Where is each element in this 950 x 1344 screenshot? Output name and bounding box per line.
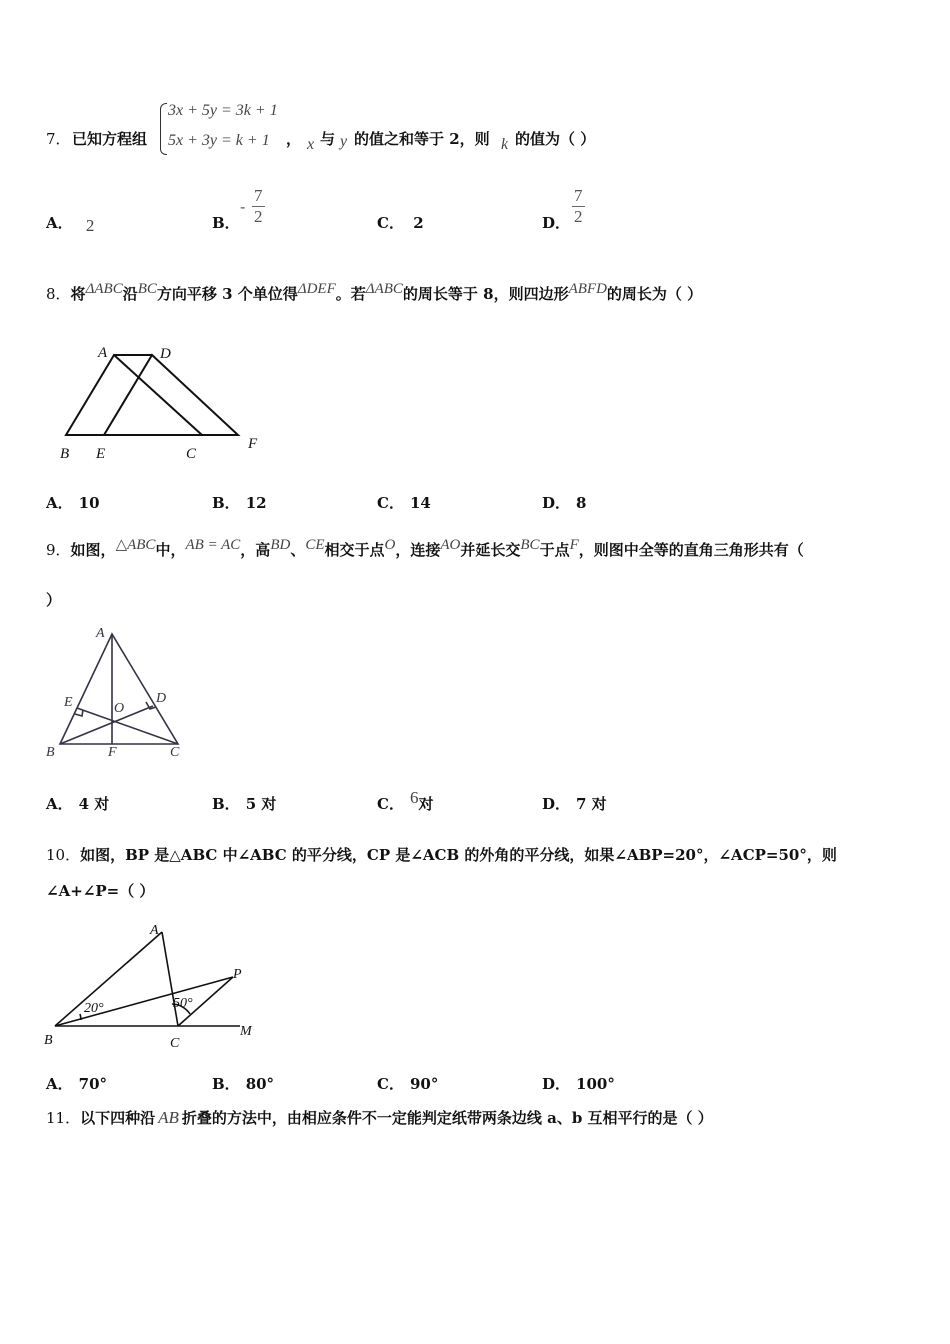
math: △ABC [115, 537, 156, 553]
option-b[interactable] [212, 212, 240, 233]
label-b: B [44, 1033, 53, 1048]
option-label: A． [46, 214, 73, 232]
option-label: B． [212, 1075, 240, 1093]
equation-2: 5x + 3y = k + 1 [168, 132, 270, 149]
label-c: C [186, 446, 197, 462]
math: ΔABC [365, 281, 403, 297]
option-value: 70° [78, 1075, 108, 1093]
text: 如图，BP 是△ABC 中∠ABC 的平分线，CP 是∠ACB 的外角的平分线，如果∠ABP=20°，∠ACP=50°，则 [80, 846, 837, 864]
label-c: C [170, 1036, 180, 1051]
figure-translated-triangles [44, 340, 274, 470]
option-label: D． [542, 494, 571, 512]
option-c[interactable] [377, 212, 424, 233]
fraction-denominator: 2 [254, 207, 263, 226]
label-a: A [150, 923, 159, 938]
option-value: 5 对 [245, 795, 277, 813]
math: ABFD [568, 281, 607, 297]
option-c[interactable] [377, 492, 431, 513]
label-o: O [114, 701, 125, 716]
label-f: F [248, 436, 258, 452]
text: 并延长交 [460, 541, 521, 559]
var-y: y [340, 133, 348, 150]
option-b[interactable] [212, 492, 267, 513]
label-d: D [160, 346, 171, 362]
label-f: F [108, 745, 117, 760]
label-m: M [240, 1024, 252, 1039]
math: AB = AC [185, 537, 241, 553]
option-value: 对 [418, 795, 434, 813]
math: AO [440, 537, 461, 553]
option-label: D． [542, 1075, 571, 1093]
text: 。若 [335, 285, 366, 303]
option-value: 4 对 [78, 795, 110, 813]
figure-angle-bisectors [40, 916, 270, 1056]
text: 沿 [122, 285, 138, 303]
triangle-abc [60, 634, 178, 744]
question-number: 11． [46, 1109, 81, 1127]
option-c[interactable] [377, 788, 434, 814]
angle-label-50: 50° [173, 996, 193, 1011]
option-a[interactable] [46, 492, 100, 513]
text: 于点 [539, 541, 570, 559]
option-value: 100° [576, 1075, 615, 1093]
option-label: D． [542, 214, 571, 232]
option-value: 14 [409, 494, 431, 512]
text: ，则图中全等的直角三角形共有（ [578, 541, 804, 559]
option-value: 2 [413, 214, 424, 232]
question-number: 8． [46, 285, 71, 303]
option-label: C． [377, 1075, 404, 1093]
question-line [46, 844, 837, 865]
label-a: A [98, 345, 108, 361]
question-text: ） [46, 591, 62, 609]
figure-isosceles-triangle [42, 622, 192, 762]
option-d[interactable] [542, 492, 586, 513]
fraction-denominator: 2 [574, 207, 583, 226]
option-value: 7 对 [576, 795, 607, 813]
triangle-abc [66, 355, 202, 435]
option-label: C． [377, 494, 404, 512]
var-k: k [501, 136, 509, 153]
text: 折叠的方法中，由相应条件不一定能判定纸带两条边线 a、b 互相平行的是（ ） [181, 1109, 713, 1127]
question-text: 的值为（ ） [515, 130, 596, 148]
label-a: A [96, 626, 105, 641]
text: 、 [290, 541, 306, 559]
option-label: D． [542, 795, 571, 813]
option-d[interactable] [542, 793, 607, 814]
text: 中， [155, 541, 186, 559]
text: 的周长为（ ） [606, 285, 703, 303]
option-label: C． [377, 795, 404, 813]
label-e: E [96, 446, 106, 462]
fraction [572, 186, 585, 227]
option-value: 80° [245, 1075, 275, 1093]
label-d: D [156, 691, 167, 706]
angle-label-20: 20° [84, 1001, 104, 1016]
fraction-numerator: 7 [254, 186, 263, 205]
option-a[interactable] [46, 1073, 107, 1094]
option-label: C． [377, 214, 404, 232]
option-value: 8 [576, 494, 587, 512]
option-label: A． [46, 494, 73, 512]
minus-sign: - [240, 197, 246, 216]
option-label: A． [46, 1075, 73, 1093]
option-value: 10 [78, 494, 100, 512]
comma: ， [286, 130, 302, 148]
equation-brace [160, 103, 167, 155]
text: 的周长等于 8，则四边形 [402, 285, 569, 303]
text: ，高 [240, 541, 271, 559]
math: O [384, 537, 396, 553]
option-c[interactable] [377, 1073, 438, 1094]
label-c: C [170, 745, 180, 760]
fraction [252, 186, 265, 227]
question-text: 已知方程组 [72, 130, 148, 148]
text: ，连接 [395, 541, 441, 559]
label-b: B [46, 745, 55, 760]
math: ΔDEF [297, 281, 336, 297]
question-line [46, 539, 804, 560]
option-a[interactable] [46, 793, 109, 814]
question-text: ∠A+∠P=（ ） [46, 882, 155, 900]
text: 如图， [70, 541, 116, 559]
question-line [46, 283, 702, 304]
option-b[interactable] [212, 1073, 274, 1094]
label-b: B [60, 446, 70, 462]
option-label: A． [46, 795, 73, 813]
math: BC [137, 281, 157, 297]
fraction-numerator: 7 [574, 186, 583, 205]
text: 相交于点 [324, 541, 385, 559]
math: ΔABC [85, 281, 123, 297]
math: BD [270, 537, 291, 553]
question-line [46, 1107, 713, 1128]
question-text: 的值之和等于 2，则 [354, 130, 490, 148]
text: 将 [70, 285, 86, 303]
equation-1: 3x + 5y = 3k + 1 [168, 102, 278, 119]
option-d[interactable] [542, 212, 570, 233]
math: F [569, 537, 579, 553]
math: BC [520, 537, 540, 553]
option-a[interactable] [46, 212, 94, 233]
option-label: B． [212, 494, 240, 512]
option-b[interactable] [212, 793, 276, 814]
math: AB [158, 1108, 179, 1127]
segment-bd [60, 706, 153, 744]
label-p: P [233, 967, 242, 982]
question-number: 7． [46, 130, 71, 148]
option-value: 2 [85, 216, 95, 235]
label-e: E [64, 695, 73, 710]
math: CE [305, 537, 325, 553]
question-number: 10． [46, 846, 81, 864]
option-value: 90° [409, 1075, 439, 1093]
option-label: B． [212, 214, 240, 232]
question-text: 与 [320, 130, 336, 148]
text: 以下四种沿 [80, 1109, 156, 1127]
option-label: B． [212, 795, 240, 813]
segment-ce [77, 708, 178, 744]
option-value-math: 6 [409, 788, 419, 807]
option-value: 12 [245, 494, 267, 512]
segment-ac [162, 932, 178, 1026]
option-d[interactable] [542, 1073, 615, 1094]
angle-arc-b [80, 1014, 81, 1020]
triangle-def [104, 355, 238, 435]
text: 方向平移 3 个单位得 [156, 285, 298, 303]
var-x: x [307, 136, 315, 153]
question-number: 9． [46, 541, 71, 559]
